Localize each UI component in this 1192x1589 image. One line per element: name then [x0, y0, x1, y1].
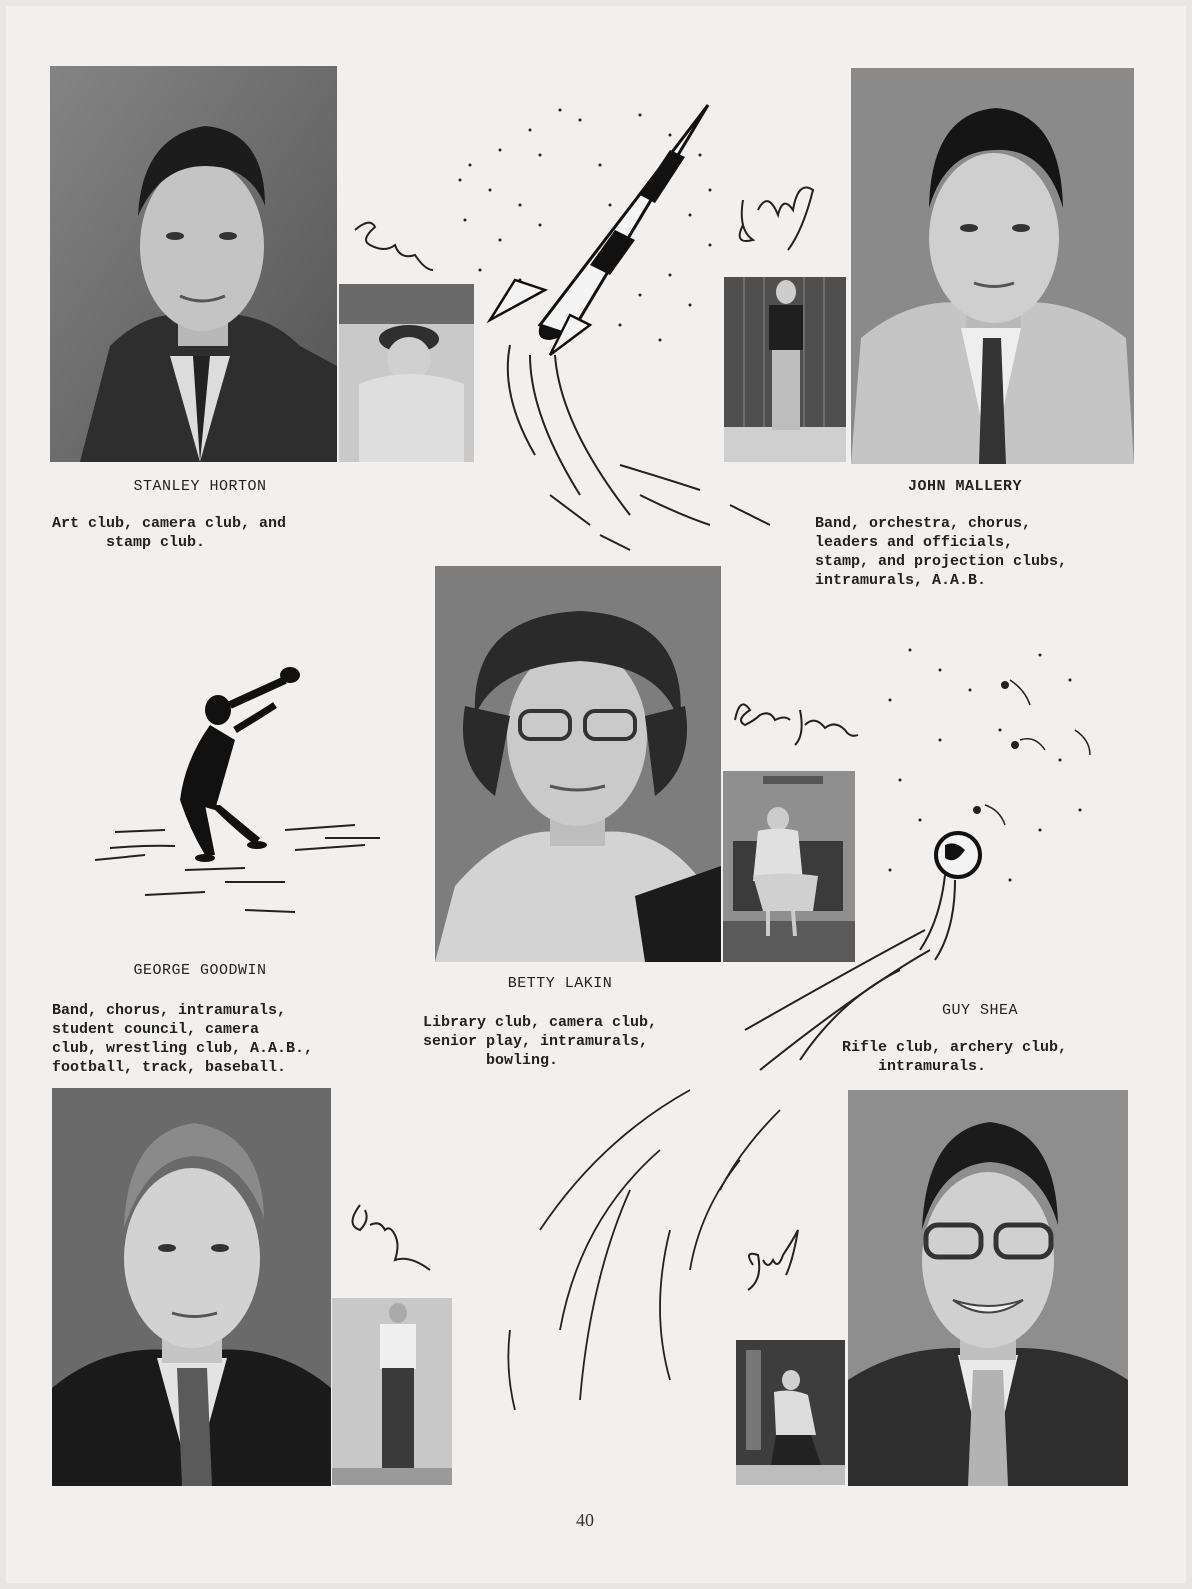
activities-stanley-horton: Art club, camera club, and stamp club. — [52, 515, 287, 551]
activities-george-goodwin: Band, chorus, intramurals, student council, camera club, wrestling club, A.A.B., football, track, baseball. — [52, 1002, 314, 1076]
streak-lines-drawing — [500, 1080, 830, 1430]
signature-stan — [345, 215, 435, 275]
activities-guy-shea: Rifle club, archery club, intramurals. — [842, 1039, 1068, 1075]
candid-photo-john-lockers — [724, 277, 846, 462]
signature-johnny — [728, 170, 823, 260]
portrait-guy-shea — [848, 1090, 1128, 1486]
signature-george — [340, 1195, 435, 1275]
name-guy-shea: GUY SHEA — [941, 1002, 1018, 1019]
portrait-george-goodwin — [52, 1088, 331, 1486]
portrait-stanley-horton — [50, 66, 337, 462]
activities-john-mallery: Band, orchestra, chorus, leaders and officials, stamp, and projection clubs, intramurals, A.A.B. — [815, 515, 1068, 589]
portrait-john-mallery — [851, 68, 1134, 464]
name-stanley-horton: STANLEY HORTON — [133, 478, 267, 495]
name-george-goodwin: GEORGE GOODWIN — [133, 962, 267, 979]
page-number: 40 — [576, 1510, 594, 1530]
name-john-mallery: JOHN MALLERY — [907, 478, 1023, 495]
trumpet-player-drawing — [85, 660, 385, 920]
candid-photo-george-standing — [332, 1298, 452, 1485]
name-betty-lakin: BETTY LAKIN — [507, 975, 613, 992]
activities-betty-lakin: Library club, camera club, senior play, intramurals, bowling. — [423, 1014, 658, 1069]
portrait-betty-lakin — [435, 566, 721, 962]
